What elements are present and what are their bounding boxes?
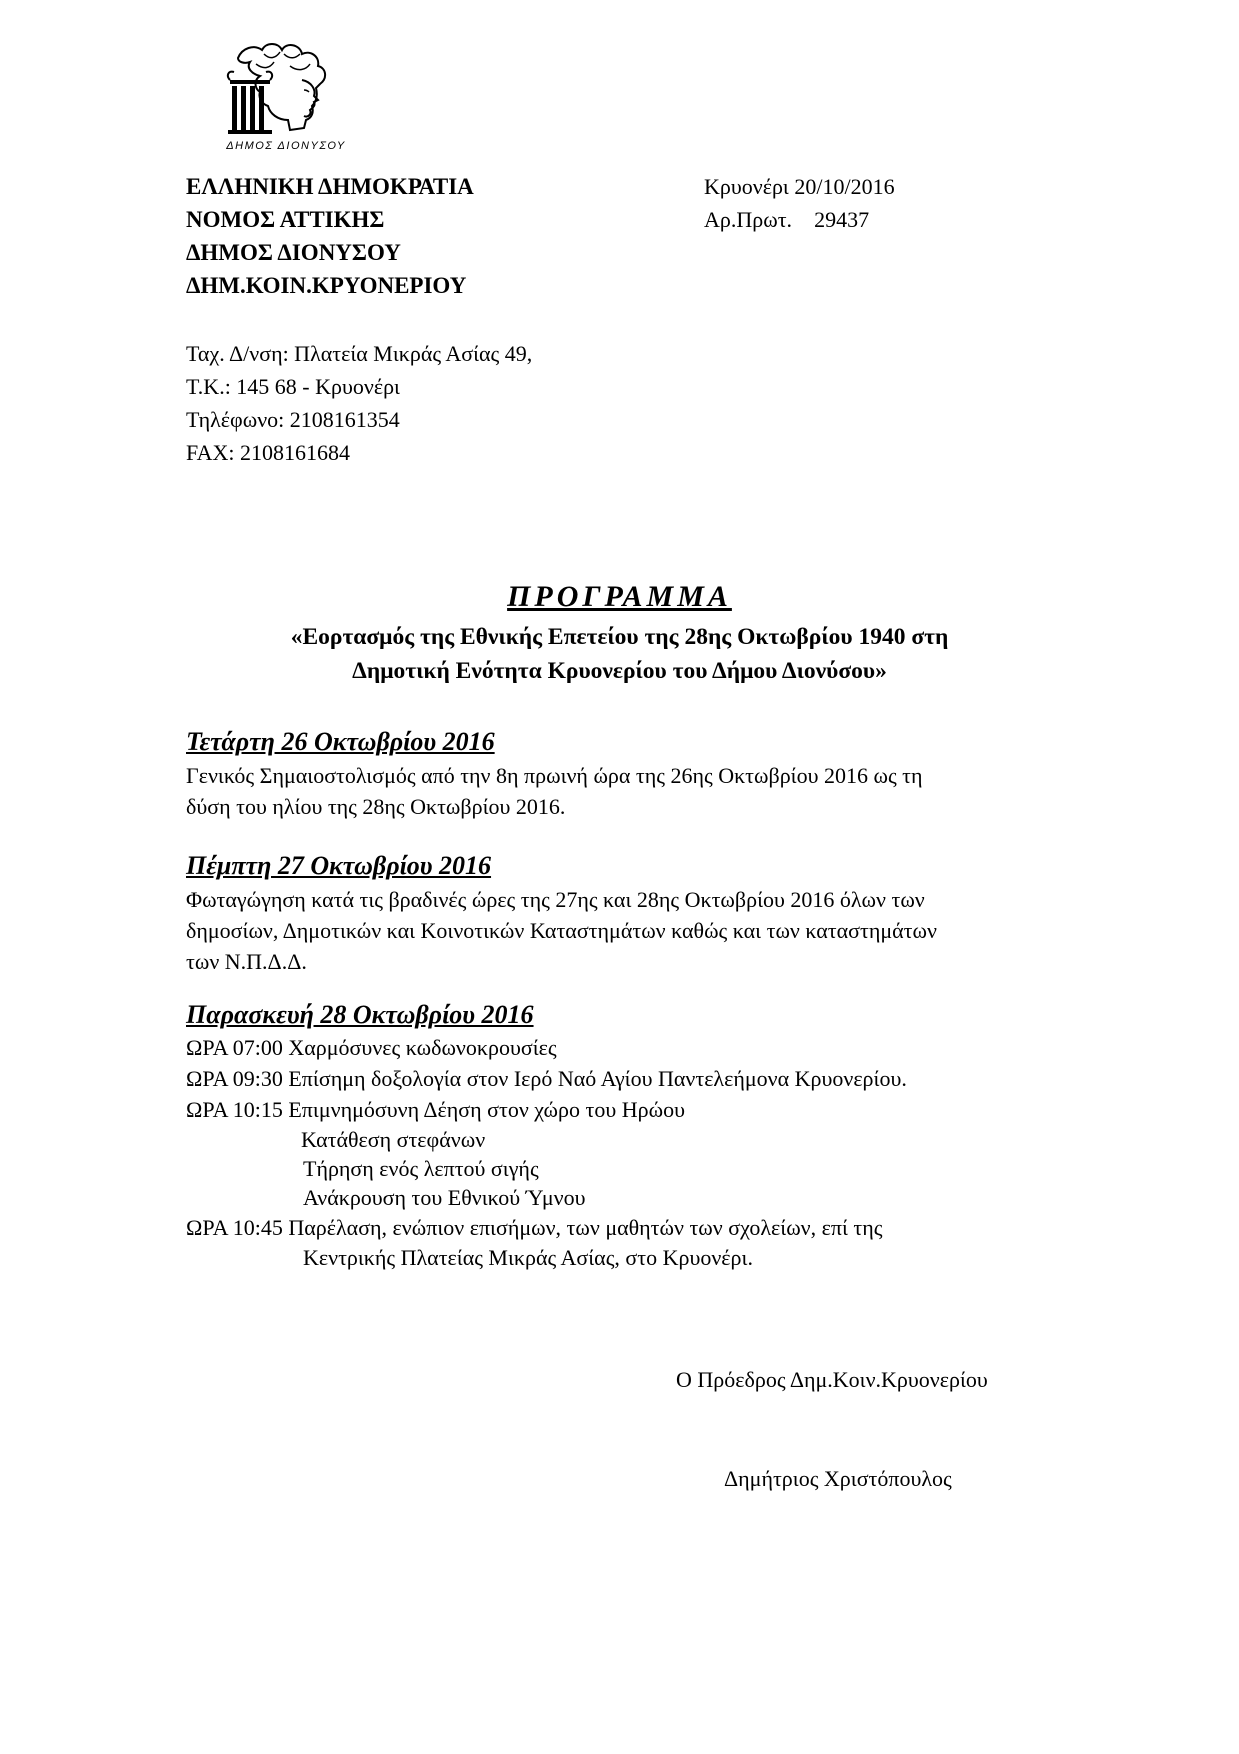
header-line-prefecture: ΝΟΜΟΣ ΑΤΤΙΚΗΣ <box>186 207 385 232</box>
schedule-subitem: Τήρηση ενός λεπτού σιγής <box>303 1156 539 1181</box>
municipality-logo <box>220 40 352 158</box>
page-title: ΠΡΟΓΡΑΜΜΑ <box>507 580 732 613</box>
schedule-subitem: Ανάκρουση του Εθνικού Ύμνου <box>303 1185 586 1210</box>
protocol-value: 29437 <box>814 207 870 232</box>
header-line-municipality: ΔΗΜΟΣ ΔΙΟΝΥΣΟΥ <box>186 240 401 265</box>
schedule-subitem: Κεντρικής Πλατείας Μικράς Ασίας, στο Κρυονέρι. <box>303 1245 753 1270</box>
day-line: δημοσίων, Δημοτικών και Κοινοτικών Καταστημάτων καθώς και των καταστημάτων <box>186 918 937 943</box>
subtitle-line-2: Δημοτική Ενότητα Κρυονερίου του Δήμου Διονύσου» <box>352 658 887 684</box>
protocol-label: Αρ.Πρωτ. <box>704 207 793 232</box>
schedule-item: ΩΡΑ 07:00 Χαρμόσυνες κωδωνοκρουσίες <box>186 1035 557 1060</box>
day-line: των Ν.Π.Δ.Δ. <box>186 949 307 974</box>
title-wrap <box>0 580 1239 614</box>
logo-caption: ΔΗΜΟΣ ΔΙΟΝΥΣΟΥ <box>226 140 346 152</box>
signature-name: Δημήτριος Χριστόπουλος <box>724 1466 952 1491</box>
day-heading-thursday: Πέμπτη 27 Οκτωβρίου 2016 <box>186 851 492 880</box>
signature-role: Ο Πρόεδρος Δημ.Κοιν.Κρυονερίου <box>676 1367 988 1392</box>
schedule-item: ΩΡΑ 10:15 Επιμνημόσυνη Δέηση στον χώρο του Ηρώου <box>186 1097 685 1122</box>
day-line: Γενικός Σημαιοστολισμός από την 8η πρωινή ώρα της 26ης Οκτωβρίου 2016 ως τη <box>186 763 923 788</box>
day-heading-wednesday: Τετάρτη 26 Οκτωβρίου 2016 <box>186 727 495 756</box>
day-heading-friday: Παρασκευή 28 Οκτωβρίου 2016 <box>186 1000 534 1029</box>
day-line: δύση του ηλίου της 28ης Οκτωβρίου 2016. <box>186 794 566 819</box>
contact-postcode: Τ.Κ.: 145 68 - Κρυονέρι <box>186 374 400 399</box>
schedule-item: ΩΡΑ 09:30 Επίσημη δοξολογία στον Ιερό Ναό Αγίου Παντελεήμονα Κρυονερίου. <box>186 1066 907 1091</box>
dionysus-head-icon <box>220 40 352 140</box>
contact-address: Ταχ. Δ/νση: Πλατεία Μικράς Ασίας 49, <box>186 341 533 366</box>
header-line-republic: ΕΛΛΗΝΙΚΗ ΔΗΜΟΚΡΑΤΙΑ <box>186 174 474 199</box>
schedule-item: ΩΡΑ 10:45 Παρέλαση, ενώπιον επισήμων, των μαθητών των σχολείων, επί της <box>186 1215 883 1240</box>
document-date: Κρυονέρι 20/10/2016 <box>704 174 895 199</box>
schedule-subitem: Κατάθεση στεφάνων <box>301 1127 486 1152</box>
contact-phone: Τηλέφωνο: 2108161354 <box>186 407 400 432</box>
contact-fax: FAX: 2108161684 <box>186 440 350 465</box>
day-line: Φωταγώγηση κατά τις βραδινές ώρες της 27ης και 28ης Οκτωβρίου 2016 όλων των <box>186 887 925 912</box>
protocol-number <box>704 204 869 236</box>
subtitle-line-1: «Εορτασμός της Εθνικής Επετείου της 28ης Οκτωβρίου 1940 στη <box>290 624 949 650</box>
header-line-community: ΔΗΜ.ΚΟΙΝ.ΚΡΥΟΝΕΡΙΟΥ <box>186 273 467 298</box>
